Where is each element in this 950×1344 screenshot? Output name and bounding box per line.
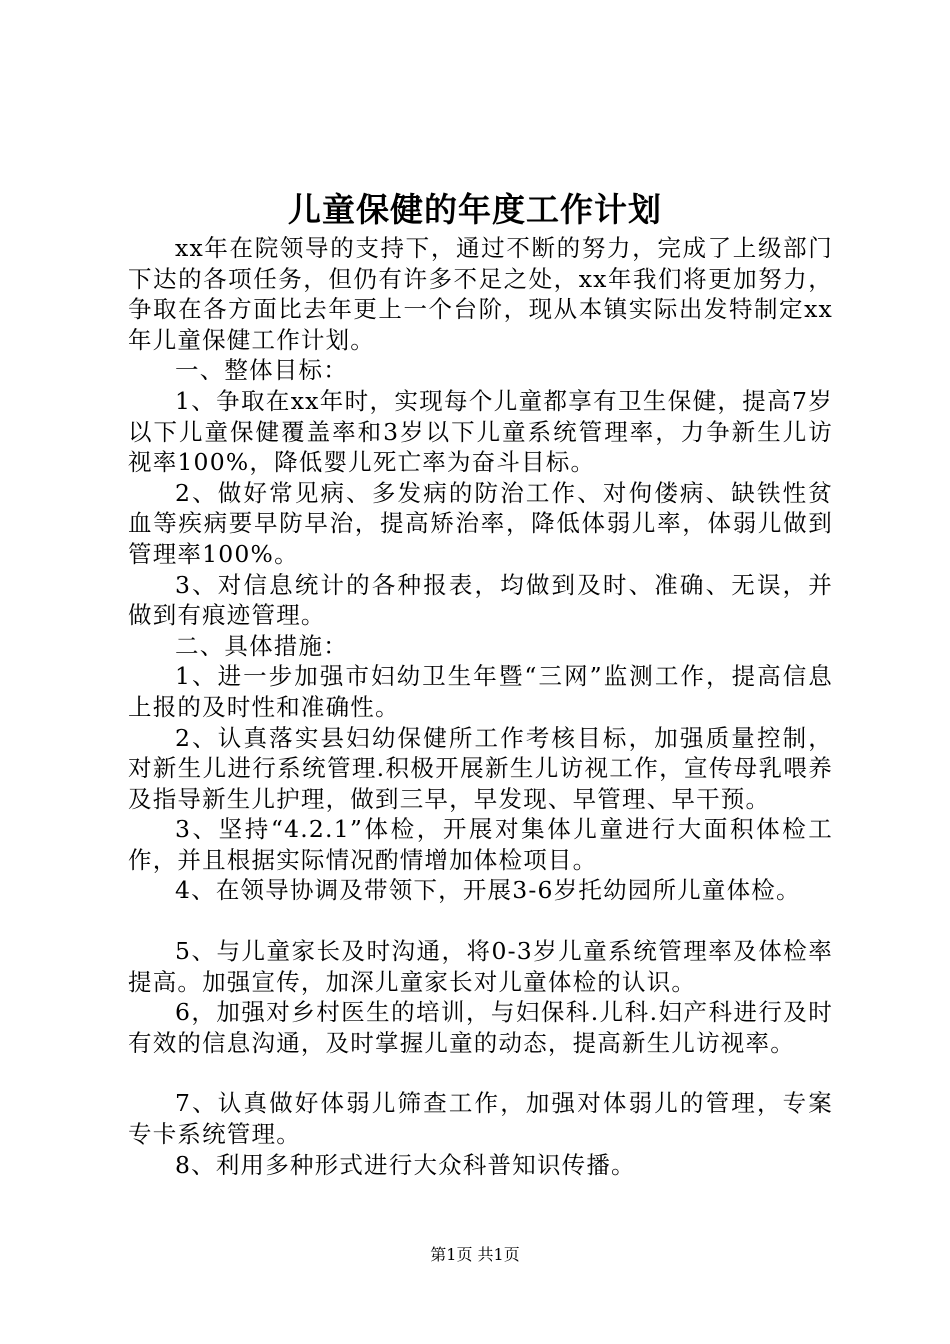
measure-item-3: 3、坚持“4.2.1”体检，开展对集体儿童进行大面积体检工作，并且根据实际情况酌情增加体检项目。 <box>128 815 833 874</box>
measure-item-5: 5、与儿童家长及时沟通，将0-3岁儿童系统管理率及体检率提高。加强宣传，加深儿童家长对儿童体检的认识。 <box>128 937 833 996</box>
goal-item-1: 1、争取在xx年时，实现每个儿童都享有卫生保健，提高7岁以下儿童保健覆盖率和3岁以下儿童系统管理率，力争新生儿访视率100%，降低婴儿死亡率为奋斗目标。 <box>128 386 833 477</box>
measure-item-2: 2、认真落实县妇幼保健所工作考核目标，加强质量控制，对新生儿进行系统管理.积极开展新生儿访视工作，宣传母乳喂养及指导新生儿护理，做到三早，早发现、早管理、早干预。 <box>128 723 833 813</box>
paragraph-gap <box>128 1058 833 1088</box>
document-title: 儿童保健的年度工作计划 <box>288 190 662 229</box>
measure-item-1: 1、进一步加强市妇幼卫生年暨“三网”监测工作，提高信息上报的及时性和准确性。 <box>128 662 833 721</box>
page-number-footer: 第1页 共1页 <box>430 1245 520 1264</box>
intro-paragraph: xx年在院领导的支持下，通过不断的努力，完成了上级部门下达的各项任务，但仍有许多不足之处，xx年我们将更加努力，争取在各方面比去年更上一个台阶，现从本镇实际出发特制定xx年儿童保健工作计划。 <box>128 234 833 354</box>
measure-item-4: 4、在领导协调及带领下，开展3-6岁托幼园所儿童体检。 <box>175 876 801 905</box>
goal-item-2: 2、做好常见病、多发病的防治工作、对佝偻病、缺铁性贫血等疾病要早防早治，提高矫治率，降低体弱儿率，体弱儿做到管理率100%。 <box>128 478 833 568</box>
measure-item-7: 7、认真做好体弱儿筛查工作，加强对体弱儿的管理，专案专卡系统管理。 <box>128 1089 833 1149</box>
measure-item-8: 8、利用多种形式进行大众科普知识传播。 <box>175 1150 636 1179</box>
document-body <box>128 233 833 1180</box>
paragraph-gap <box>128 906 833 936</box>
section-heading-overall-goals: 一、整体目标： <box>175 356 348 385</box>
section-heading-measures: 二、具体措施： <box>175 631 348 660</box>
goal-item-3: 3、对信息统计的各种报表，均做到及时、准确、无误，并做到有痕迹管理。 <box>128 570 833 630</box>
measure-item-6: 6，加强对乡村医生的培训，与妇保科.儿科.妇产科进行及时有效的信息沟通，及时掌握儿童的动态，提高新生儿访视率。 <box>128 998 833 1057</box>
